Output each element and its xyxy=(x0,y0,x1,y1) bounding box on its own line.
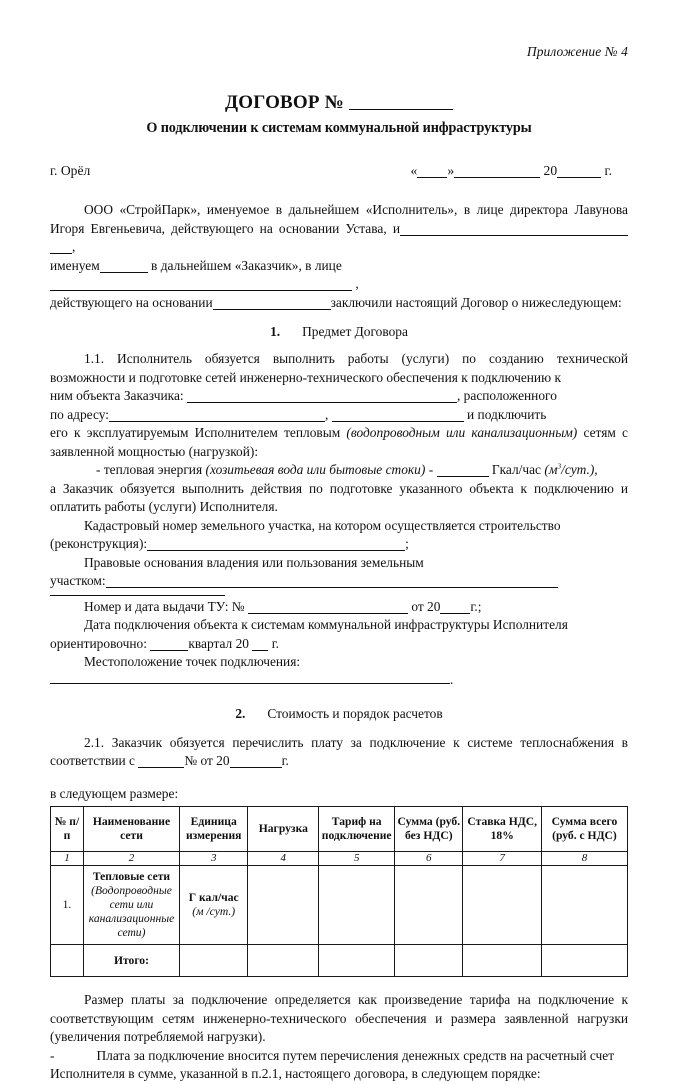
total-load[interactable] xyxy=(248,945,319,977)
address-label: по адресу: xyxy=(50,406,109,422)
appendix-label: Приложение № 4 xyxy=(526,44,628,59)
table-column-number-row xyxy=(51,852,628,866)
rates-table xyxy=(50,806,628,977)
total-sum-no-vat[interactable] xyxy=(395,945,463,977)
document-year-blank[interactable] xyxy=(230,754,282,768)
total-tariff[interactable] xyxy=(319,945,395,977)
connection-points-period: . xyxy=(450,671,454,687)
clause-1-1-address-line xyxy=(50,406,628,425)
th-network-name: Наименование сети xyxy=(83,807,179,852)
table-row xyxy=(51,866,628,945)
section-2-title: Стоимость и порядок расчетов xyxy=(267,705,443,721)
energy-alt-label: (хозитьевая вода или бытовые стоки) xyxy=(205,462,426,477)
th-sum-no-vat: Сумма (руб. без НДС) xyxy=(395,807,463,852)
closing-paragraph-2 xyxy=(50,1047,628,1084)
tu-number-blank[interactable] xyxy=(248,600,408,614)
total-vat[interactable] xyxy=(463,945,541,977)
colnum-2: 2 xyxy=(83,852,179,866)
clause-1-1 xyxy=(50,350,628,387)
energy-value-blank[interactable] xyxy=(437,463,489,477)
colnum-6: 6 xyxy=(395,852,463,866)
year-suffix: г. xyxy=(604,163,612,178)
th-unit: Единица измерения xyxy=(180,807,248,852)
energy-bullet xyxy=(50,461,628,480)
energy-unit-alt-open: (м xyxy=(544,462,558,477)
connection-date-text: Дата подключения объекта к системам коммунальной инфраструктуры Исполнителя xyxy=(84,617,568,632)
total-sum-total[interactable] xyxy=(541,945,627,977)
cadastre-line-2 xyxy=(50,535,628,554)
energy-unit-alt-close: /сут.), xyxy=(561,462,598,477)
preamble-text-1: ООО «СтройПарк», именуемое в дальнейшем «Исполнитель», в лице директора Лавунова Игоря Евгеньевича, действующего на основании Устава, и xyxy=(50,202,628,236)
cadastre-line-1 xyxy=(50,517,628,536)
address-blank-2[interactable] xyxy=(332,408,464,422)
preamble-comma-1: , xyxy=(72,239,76,254)
customer-name-blank-2[interactable] xyxy=(50,240,72,254)
table-header-row xyxy=(51,807,628,852)
energy-dash: - xyxy=(428,462,434,477)
connection-points-label: Местоположение точек подключения: xyxy=(84,654,301,669)
customer-suffix-blank[interactable] xyxy=(100,259,148,273)
clause-1-1-text: 1.1. Исполнитель обязуется выполнить работы (услуги) по созданию технической возможности и подготовке сетей инженерно-технического обеспечения к подключению к xyxy=(50,351,628,385)
colnum-7: 7 xyxy=(463,852,541,866)
th-sum-total: Сумма всего (руб. с НДС) xyxy=(541,807,627,852)
colnum-1: 1 xyxy=(51,852,84,866)
closing-dash: - xyxy=(50,1047,55,1063)
legal-basis-line-1 xyxy=(50,554,628,573)
preamble-paragraph-1 xyxy=(50,201,628,257)
unit-alt: (м /сут.) xyxy=(192,905,236,919)
legal-basis-text: Правовые основания владения или пользования земельным xyxy=(84,554,424,570)
clause-2-1 xyxy=(50,734,628,771)
quarter-blank[interactable] xyxy=(150,637,188,651)
year-prefix: 20 xyxy=(543,163,558,178)
connection-date-line-1 xyxy=(50,616,628,635)
colnum-8: 8 xyxy=(541,852,627,866)
object-label: ним объекта Заказчика: xyxy=(50,388,184,403)
city-label: г. Орёл xyxy=(50,163,91,178)
address-suffix: и подключить xyxy=(467,406,547,422)
address-comma: , xyxy=(324,406,329,422)
network-name-main: Тепловые сети xyxy=(92,870,171,884)
cell-sum-total[interactable] xyxy=(541,866,627,945)
closing-paragraph-1: Размер платы за подключение определяется как произведение тарифа на подключение к соответствующим сетям инженерно-технического обеспечения и размера заявленной нагрузки (увеличения потребляемой нагрузки). xyxy=(50,992,628,1045)
legal-basis-blank[interactable] xyxy=(106,574,558,588)
energy-unit: Гкал/час xyxy=(491,462,542,477)
energy-unit-alt xyxy=(544,462,597,477)
tu-label: Номер и дата выдачи ТУ: № xyxy=(84,598,245,614)
connection-date-line-2 xyxy=(50,635,628,654)
connection-date-label: ориентировочно: xyxy=(50,635,147,651)
cell-vat[interactable] xyxy=(463,866,541,945)
section-1-title: Предмет Договора xyxy=(302,324,408,339)
network-name-alt: (Водопроводные сети или канализационные сети) xyxy=(88,884,175,940)
legal-basis-label: участком: xyxy=(50,573,106,588)
document-ref-blank[interactable] xyxy=(138,754,184,768)
preamble-text-3b: заключили настоящий Договор о нижеследующем: xyxy=(330,294,622,310)
cell-tariff[interactable] xyxy=(319,866,395,945)
networks-alt-text: (водопроводным или канализационным) xyxy=(346,425,578,440)
section-1-heading xyxy=(50,324,628,340)
clause-1-2 xyxy=(50,480,628,517)
quote-open: « xyxy=(410,163,418,178)
customer-rep-blank[interactable] xyxy=(50,277,352,291)
cadastre-semicolon: ; xyxy=(405,536,409,551)
day-blank[interactable] xyxy=(417,164,447,178)
cell-sum-no-vat[interactable] xyxy=(395,866,463,945)
quarter-text: квартал 20 xyxy=(188,635,249,651)
table-total-row xyxy=(51,945,628,977)
connection-year-suffix: г. xyxy=(271,635,280,651)
cell-network-name xyxy=(83,866,179,945)
clause-1-1-networks xyxy=(50,424,628,461)
colnum-4: 4 xyxy=(248,852,319,866)
cell-load[interactable] xyxy=(248,866,319,945)
customer-name-blank[interactable] xyxy=(400,222,628,236)
networks-text-b: сетям с заявленной мощностью (нагрузкой): xyxy=(50,425,628,459)
closing-paragraph-2-text: Плата за подключение вносится путем перечисления денежных средств на расчетный счет Исполнителя в сумме, указанной в п.2.1, настоящего договора, в следующем порядке: xyxy=(50,1047,615,1082)
cell-unit xyxy=(180,866,248,945)
legal-basis-line-2 xyxy=(50,572,628,591)
tu-line xyxy=(50,598,628,617)
clause-2-1-text: 2.1. Заказчик обязуется перечислить плату за подключение к системе теплоснабжения в соответствии с xyxy=(50,734,628,768)
preamble-paragraph-3 xyxy=(50,294,628,313)
total-label: Итого: xyxy=(83,945,179,977)
networks-text-a: его к эксплуатируемым Исполнителем тепловым xyxy=(50,425,341,440)
object-blank[interactable] xyxy=(187,389,457,403)
preamble-paragraph-2 xyxy=(50,257,628,294)
quote-close: » xyxy=(447,163,455,178)
section-2-heading xyxy=(50,706,628,722)
date-fields xyxy=(411,163,612,179)
preamble-text-2a: именуем xyxy=(50,257,100,273)
connection-points-blank[interactable] xyxy=(50,683,450,684)
bullet-dash: - xyxy=(96,462,101,477)
clause-1-1-object-line xyxy=(50,387,628,406)
section-2-number: 2. xyxy=(235,705,246,721)
th-number: № п/п xyxy=(51,807,84,852)
colnum-3: 3 xyxy=(180,852,248,866)
clause-2-1-suffix: г. xyxy=(281,753,289,768)
object-suffix: , расположенного xyxy=(456,388,557,403)
tu-suffix: г.; xyxy=(470,598,482,614)
section-1-number: 1. xyxy=(270,324,281,339)
address-blank[interactable] xyxy=(109,408,325,422)
size-intro: в следующем размере: xyxy=(50,785,179,801)
month-blank[interactable] xyxy=(454,164,540,178)
title-text: ДОГОВОР № xyxy=(225,92,344,113)
cadastre-label: (реконструкция): xyxy=(50,536,148,551)
cadastre-text: Кадастровый номер земельного участка, на котором осуществляется строительство xyxy=(84,517,561,533)
total-empty-cell xyxy=(51,945,84,977)
th-load: Нагрузка xyxy=(248,807,319,852)
unit-main: Г кал/час xyxy=(188,891,239,905)
year-blank[interactable] xyxy=(557,164,601,178)
th-vat-rate: Ставка НДС, 18% xyxy=(463,807,541,852)
preamble-comma-2: , xyxy=(355,276,359,291)
connection-points-line xyxy=(50,653,628,672)
basis-blank[interactable] xyxy=(213,296,331,310)
city-date-line xyxy=(50,163,628,179)
contract-number-blank[interactable] xyxy=(349,109,453,110)
clause-1-2-text: а Заказчик обязуется выполнить действия по подготовке указанного объекта к подключению и оплатить работы (услуги) Исполнителя. xyxy=(50,480,628,514)
cell-row-number: 1. xyxy=(51,866,84,945)
tu-year-blank[interactable] xyxy=(440,600,470,614)
cadastre-blank[interactable] xyxy=(147,537,405,551)
preamble-text-3a: действующего на основании xyxy=(50,294,213,310)
clause-2-1-from: № от 20 xyxy=(184,753,230,768)
tu-from: от 20 xyxy=(411,598,441,614)
connection-year-blank[interactable] xyxy=(252,637,268,651)
legal-basis-continuation-line[interactable] xyxy=(50,595,225,596)
page-title xyxy=(50,92,628,114)
preamble-text-2b: в дальнейшем «Заказчик», в лице xyxy=(151,257,342,273)
energy-unit-sup: 3 xyxy=(557,461,562,471)
page-subtitle: О подключении к системам коммунальной инфраструктуры xyxy=(146,120,532,136)
total-unit[interactable] xyxy=(180,945,248,977)
colnum-5: 5 xyxy=(319,852,395,866)
energy-label: тепловая энергия xyxy=(103,462,203,477)
th-tariff: Тариф на подключение xyxy=(319,807,395,852)
